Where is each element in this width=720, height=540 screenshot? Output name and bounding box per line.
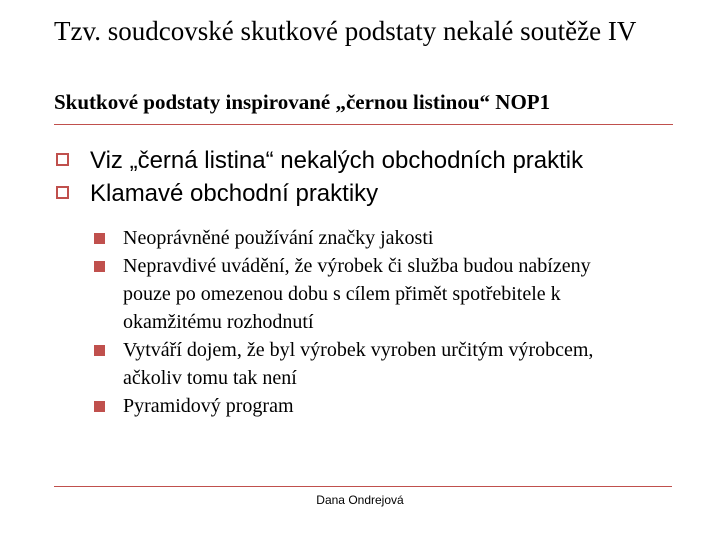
filled-square-bullet-icon: [94, 233, 105, 244]
list-item: [54, 177, 694, 210]
list-item: [54, 144, 694, 177]
slide-subtitle: Skutkové podstaty inspirované „černou listinou“ NOP1: [54, 90, 551, 114]
list-item: [94, 336, 624, 392]
hollow-square-bullet-icon: [56, 186, 69, 199]
footer-divider: [54, 486, 672, 487]
bullet-list-level1: [54, 144, 694, 210]
list-item: [94, 252, 624, 336]
title-divider: [54, 124, 673, 125]
footer-author: Dana Ondrejová: [316, 493, 404, 507]
list-item: [94, 224, 624, 252]
hollow-square-bullet-icon: [56, 153, 69, 166]
filled-square-bullet-icon: [94, 345, 105, 356]
bullet-text: Pyramidový program: [123, 395, 294, 417]
bullet-text: Vytváří dojem, že byl výrobek vyroben určitým výrobcem, ačkoliv tomu tak není: [123, 339, 594, 389]
bullet-list-level2: [94, 224, 624, 420]
list-item: [94, 392, 624, 420]
slide-title: Tzv. soudcovské skutkové podstaty nekalé soutěže IV: [54, 16, 637, 46]
bullet-text: Neoprávněné používání značky jakosti: [123, 227, 434, 249]
filled-square-bullet-icon: [94, 261, 105, 272]
filled-square-bullet-icon: [94, 401, 105, 412]
bullet-text: Viz „černá listina“ nekalých obchodních praktik: [90, 147, 584, 174]
bullet-text: Klamavé obchodní praktiky: [90, 180, 379, 207]
bullet-text: Nepravdivé uvádění, že výrobek či služba budou nabízeny pouze po omezenou dobu s cílem přimět spotřebitele k okamžitému rozhodnutí: [123, 255, 591, 333]
